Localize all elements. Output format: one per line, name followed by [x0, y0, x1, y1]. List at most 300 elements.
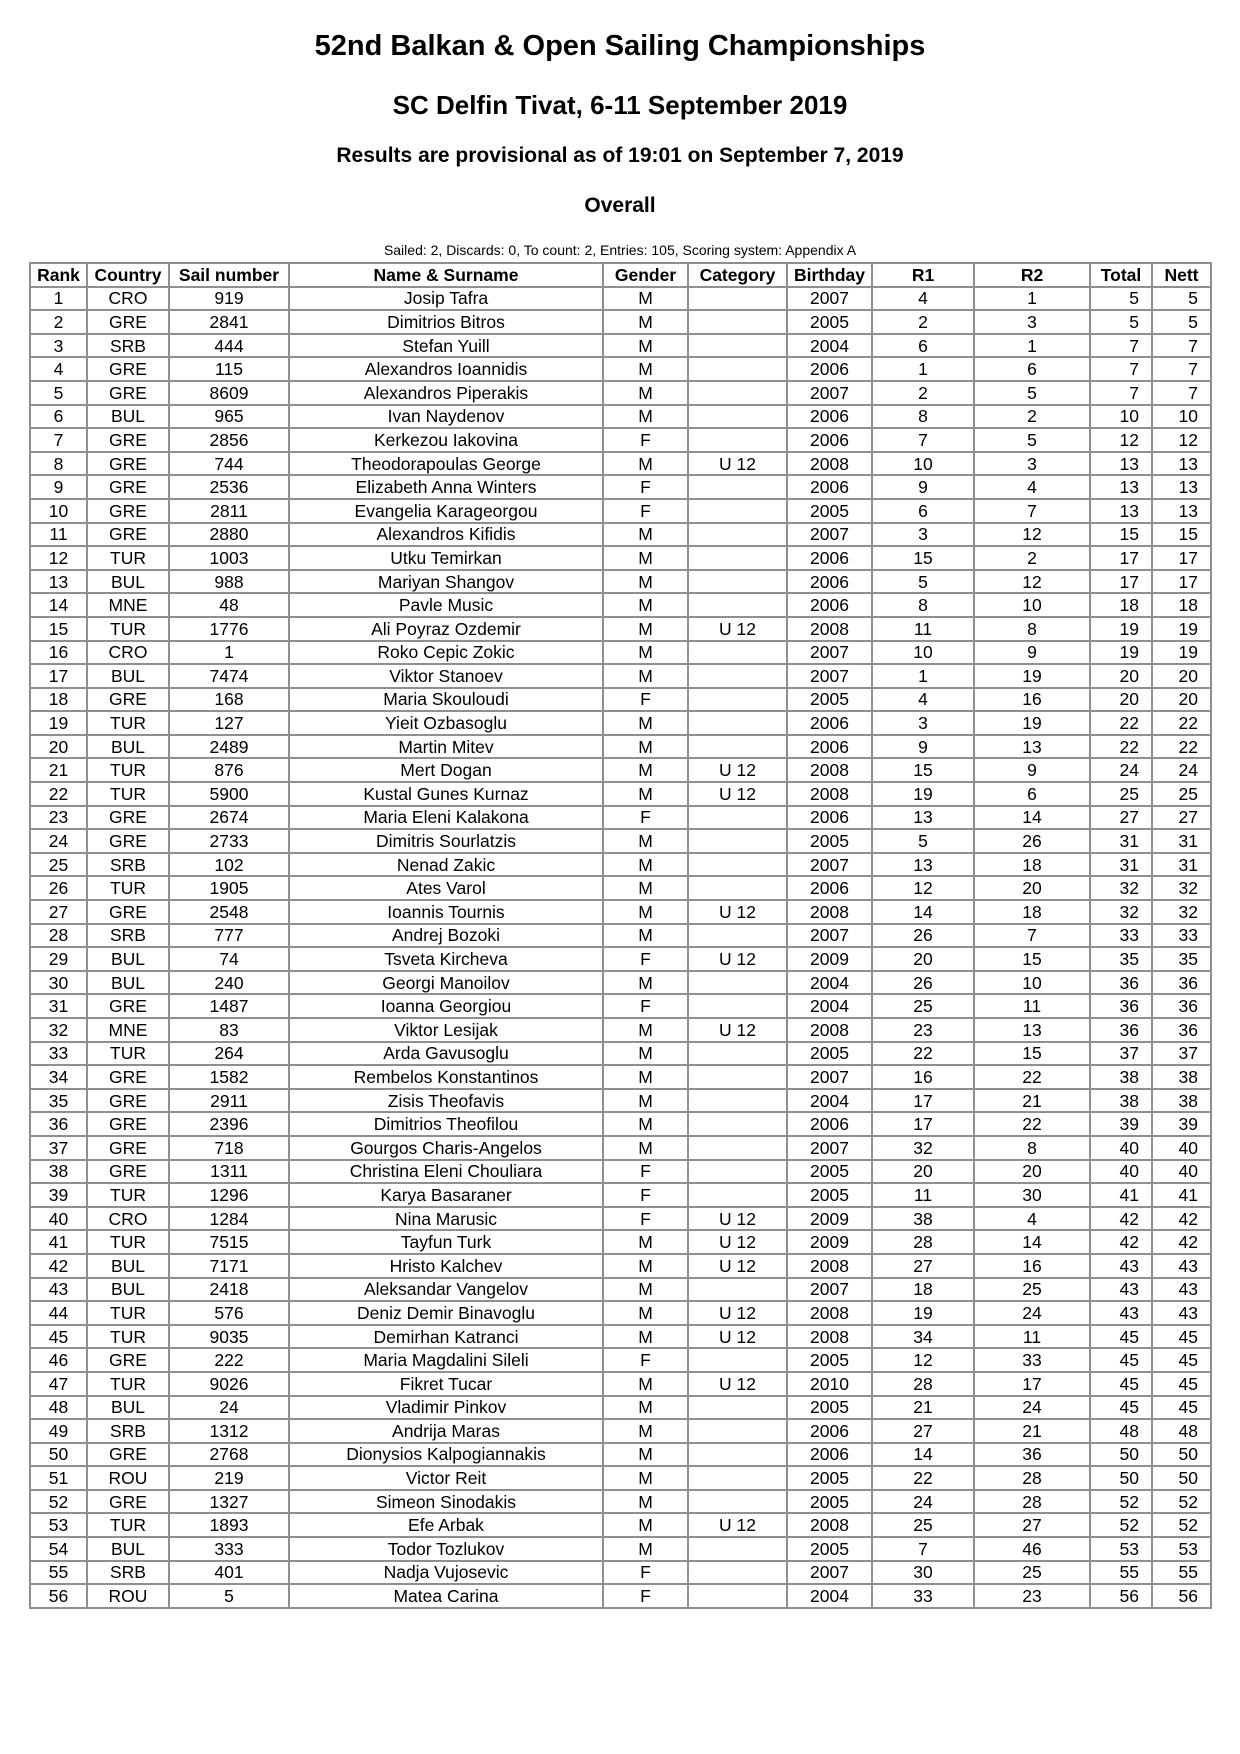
- table-row: [30, 735, 1211, 759]
- cell-r2: 5: [974, 381, 1090, 405]
- cell-country: GRE: [87, 1490, 169, 1514]
- cell-sail-number: 2536: [169, 475, 289, 499]
- table-row: [30, 711, 1211, 735]
- cell-name: Ioanna Georgiou: [289, 994, 603, 1018]
- cell-gender: F: [603, 499, 688, 523]
- cell-gender: M: [603, 546, 688, 570]
- cell-rank: 48: [30, 1396, 87, 1420]
- cell-nett: 36: [1152, 971, 1211, 995]
- cell-sail-number: 2841: [169, 310, 289, 334]
- cell-rank: 31: [30, 994, 87, 1018]
- cell-gender: M: [603, 971, 688, 995]
- cell-total: 52: [1090, 1513, 1152, 1537]
- cell-nett: 18: [1152, 593, 1211, 617]
- cell-nett: 37: [1152, 1042, 1211, 1066]
- table-row: [30, 1207, 1211, 1231]
- table-row: [30, 381, 1211, 405]
- cell-birthday: 2004: [787, 1584, 872, 1608]
- cell-total: 20: [1090, 688, 1152, 712]
- table-row: [30, 546, 1211, 570]
- cell-name: Dionysios Kalpogiannakis: [289, 1443, 603, 1467]
- cell-gender: F: [603, 428, 688, 452]
- cell-sail-number: 1003: [169, 546, 289, 570]
- table-row: [30, 334, 1211, 358]
- cell-birthday: 2008: [787, 452, 872, 476]
- cell-r1: 22: [872, 1466, 974, 1490]
- cell-birthday: 2005: [787, 1348, 872, 1372]
- cell-sail-number: 115: [169, 357, 289, 381]
- cell-nett: 32: [1152, 876, 1211, 900]
- cell-r2: 33: [974, 1348, 1090, 1372]
- table-row: [30, 1490, 1211, 1514]
- cell-country: GRE: [87, 806, 169, 830]
- column-header-r2: R2: [974, 263, 1090, 287]
- cell-category: [688, 664, 787, 688]
- cell-gender: M: [603, 1490, 688, 1514]
- cell-r1: 28: [872, 1372, 974, 1396]
- cell-name: Roko Cepic Zokic: [289, 641, 603, 665]
- cell-name: Ates Varol: [289, 876, 603, 900]
- cell-country: SRB: [87, 1419, 169, 1443]
- cell-category: U 12: [688, 758, 787, 782]
- cell-r1: 20: [872, 947, 974, 971]
- table-row: [30, 971, 1211, 995]
- cell-sail-number: 5: [169, 1584, 289, 1608]
- cell-total: 40: [1090, 1160, 1152, 1184]
- cell-birthday: 2006: [787, 475, 872, 499]
- cell-country: TUR: [87, 1230, 169, 1254]
- cell-rank: 47: [30, 1372, 87, 1396]
- cell-gender: M: [603, 357, 688, 381]
- cell-rank: 37: [30, 1136, 87, 1160]
- cell-country: GRE: [87, 523, 169, 547]
- cell-country: GRE: [87, 475, 169, 499]
- cell-country: BUL: [87, 971, 169, 995]
- cell-rank: 52: [30, 1490, 87, 1514]
- cell-country: GRE: [87, 428, 169, 452]
- cell-r1: 5: [872, 570, 974, 594]
- table-row: [30, 452, 1211, 476]
- cell-category: U 12: [688, 782, 787, 806]
- cell-birthday: 2005: [787, 1490, 872, 1514]
- cell-category: [688, 876, 787, 900]
- cell-total: 27: [1090, 806, 1152, 830]
- cell-country: GRE: [87, 1136, 169, 1160]
- cell-gender: F: [603, 475, 688, 499]
- cell-nett: 33: [1152, 924, 1211, 948]
- cell-gender: M: [603, 381, 688, 405]
- cell-category: U 12: [688, 1301, 787, 1325]
- cell-birthday: 2006: [787, 711, 872, 735]
- cell-nett: 22: [1152, 735, 1211, 759]
- cell-country: ROU: [87, 1584, 169, 1608]
- cell-name: Mert Dogan: [289, 758, 603, 782]
- cell-sail-number: 7171: [169, 1254, 289, 1278]
- cell-gender: M: [603, 1466, 688, 1490]
- cell-name: Utku Temirkan: [289, 546, 603, 570]
- cell-category: U 12: [688, 900, 787, 924]
- table-row: [30, 1584, 1211, 1608]
- cell-r2: 27: [974, 1513, 1090, 1537]
- table-row: [30, 1443, 1211, 1467]
- cell-name: Evangelia Karageorgou: [289, 499, 603, 523]
- cell-birthday: 2008: [787, 1254, 872, 1278]
- cell-birthday: 2006: [787, 570, 872, 594]
- cell-total: 45: [1090, 1325, 1152, 1349]
- cell-birthday: 2008: [787, 758, 872, 782]
- cell-birthday: 2008: [787, 900, 872, 924]
- column-header-total: Total: [1090, 263, 1152, 287]
- cell-country: SRB: [87, 853, 169, 877]
- table-row: [30, 1065, 1211, 1089]
- cell-r1: 30: [872, 1561, 974, 1585]
- cell-gender: F: [603, 806, 688, 830]
- cell-name: Simeon Sinodakis: [289, 1490, 603, 1514]
- cell-nett: 45: [1152, 1325, 1211, 1349]
- cell-birthday: 2008: [787, 1513, 872, 1537]
- cell-rank: 25: [30, 853, 87, 877]
- cell-country: BUL: [87, 1537, 169, 1561]
- cell-sail-number: 7515: [169, 1230, 289, 1254]
- cell-name: Elizabeth Anna Winters: [289, 475, 603, 499]
- cell-r1: 16: [872, 1065, 974, 1089]
- table-row: [30, 1537, 1211, 1561]
- cell-sail-number: 1893: [169, 1513, 289, 1537]
- cell-rank: 19: [30, 711, 87, 735]
- cell-total: 50: [1090, 1466, 1152, 1490]
- cell-birthday: 2005: [787, 688, 872, 712]
- table-row: [30, 853, 1211, 877]
- cell-name: Dimitrios Bitros: [289, 310, 603, 334]
- cell-rank: 9: [30, 475, 87, 499]
- cell-rank: 33: [30, 1042, 87, 1066]
- table-row: [30, 1419, 1211, 1443]
- cell-r2: 13: [974, 735, 1090, 759]
- cell-name: Viktor Stanoev: [289, 664, 603, 688]
- cell-nett: 40: [1152, 1136, 1211, 1160]
- cell-nett: 31: [1152, 829, 1211, 853]
- cell-sail-number: 576: [169, 1301, 289, 1325]
- cell-sail-number: 2396: [169, 1112, 289, 1136]
- cell-r2: 9: [974, 641, 1090, 665]
- cell-rank: 44: [30, 1301, 87, 1325]
- cell-nett: 31: [1152, 853, 1211, 877]
- cell-country: GRE: [87, 452, 169, 476]
- cell-sail-number: 83: [169, 1018, 289, 1042]
- cell-category: [688, 1537, 787, 1561]
- column-header-gender: Gender: [603, 263, 688, 287]
- cell-rank: 12: [30, 546, 87, 570]
- table-row: [30, 1018, 1211, 1042]
- cell-birthday: 2006: [787, 593, 872, 617]
- cell-rank: 18: [30, 688, 87, 712]
- cell-nett: 19: [1152, 617, 1211, 641]
- cell-rank: 5: [30, 381, 87, 405]
- cell-birthday: 2008: [787, 617, 872, 641]
- cell-rank: 45: [30, 1325, 87, 1349]
- cell-country: BUL: [87, 735, 169, 759]
- cell-birthday: 2006: [787, 806, 872, 830]
- cell-sail-number: 1582: [169, 1065, 289, 1089]
- column-header-sail-number: Sail number: [169, 263, 289, 287]
- cell-name: Gourgos Charis-Angelos: [289, 1136, 603, 1160]
- cell-rank: 6: [30, 405, 87, 429]
- cell-birthday: 2006: [787, 546, 872, 570]
- cell-r1: 27: [872, 1254, 974, 1278]
- cell-gender: M: [603, 570, 688, 594]
- cell-total: 36: [1090, 994, 1152, 1018]
- cell-category: [688, 1065, 787, 1089]
- column-header-nett: Nett: [1152, 263, 1211, 287]
- cell-nett: 43: [1152, 1278, 1211, 1302]
- cell-nett: 22: [1152, 711, 1211, 735]
- cell-country: TUR: [87, 876, 169, 900]
- cell-category: [688, 546, 787, 570]
- cell-r1: 21: [872, 1396, 974, 1420]
- cell-category: U 12: [688, 1230, 787, 1254]
- cell-name: Maria Magdalini Sileli: [289, 1348, 603, 1372]
- cell-total: 32: [1090, 876, 1152, 900]
- cell-gender: M: [603, 287, 688, 311]
- cell-r2: 21: [974, 1419, 1090, 1443]
- cell-total: 39: [1090, 1112, 1152, 1136]
- cell-category: [688, 806, 787, 830]
- cell-rank: 56: [30, 1584, 87, 1608]
- cell-birthday: 2007: [787, 381, 872, 405]
- cell-r1: 14: [872, 900, 974, 924]
- cell-rank: 20: [30, 735, 87, 759]
- cell-sail-number: 988: [169, 570, 289, 594]
- cell-sail-number: 2418: [169, 1278, 289, 1302]
- cell-gender: M: [603, 876, 688, 900]
- cell-category: U 12: [688, 452, 787, 476]
- cell-birthday: 2004: [787, 971, 872, 995]
- cell-birthday: 2008: [787, 782, 872, 806]
- cell-birthday: 2006: [787, 1443, 872, 1467]
- cell-r2: 25: [974, 1561, 1090, 1585]
- cell-total: 56: [1090, 1584, 1152, 1608]
- cell-nett: 7: [1152, 334, 1211, 358]
- cell-r2: 30: [974, 1183, 1090, 1207]
- cell-gender: M: [603, 1278, 688, 1302]
- venue-subtitle: SC Delfin Tivat, 6-11 September 2019: [392, 90, 848, 120]
- cell-r1: 15: [872, 546, 974, 570]
- cell-rank: 50: [30, 1443, 87, 1467]
- cell-birthday: 2007: [787, 523, 872, 547]
- cell-r2: 2: [974, 405, 1090, 429]
- cell-category: [688, 1112, 787, 1136]
- cell-name: Fikret Tucar: [289, 1372, 603, 1396]
- cell-total: 40: [1090, 1136, 1152, 1160]
- cell-r1: 12: [872, 1348, 974, 1372]
- table-row: [30, 523, 1211, 547]
- cell-category: [688, 499, 787, 523]
- cell-r2: 8: [974, 1136, 1090, 1160]
- cell-nett: 45: [1152, 1396, 1211, 1420]
- cell-gender: M: [603, 1301, 688, 1325]
- cell-r2: 3: [974, 310, 1090, 334]
- cell-sail-number: 1327: [169, 1490, 289, 1514]
- cell-total: 42: [1090, 1230, 1152, 1254]
- cell-gender: F: [603, 1183, 688, 1207]
- cell-category: [688, 711, 787, 735]
- table-row: [30, 570, 1211, 594]
- cell-rank: 3: [30, 334, 87, 358]
- table-row: [30, 1348, 1211, 1372]
- table-row: [30, 664, 1211, 688]
- cell-country: TUR: [87, 782, 169, 806]
- cell-birthday: 2007: [787, 1561, 872, 1585]
- cell-birthday: 2008: [787, 1018, 872, 1042]
- cell-nett: 5: [1152, 310, 1211, 334]
- cell-country: GRE: [87, 1348, 169, 1372]
- cell-country: BUL: [87, 1254, 169, 1278]
- cell-rank: 21: [30, 758, 87, 782]
- cell-category: [688, 1160, 787, 1184]
- cell-birthday: 2004: [787, 334, 872, 358]
- table-row: [30, 900, 1211, 924]
- cell-sail-number: 718: [169, 1136, 289, 1160]
- cell-sail-number: 2911: [169, 1089, 289, 1113]
- cell-rank: 13: [30, 570, 87, 594]
- cell-r2: 36: [974, 1443, 1090, 1467]
- cell-r1: 19: [872, 782, 974, 806]
- cell-nett: 20: [1152, 688, 1211, 712]
- cell-r1: 26: [872, 971, 974, 995]
- cell-gender: M: [603, 1112, 688, 1136]
- cell-country: TUR: [87, 1325, 169, 1349]
- cell-gender: M: [603, 1065, 688, 1089]
- cell-total: 43: [1090, 1301, 1152, 1325]
- cell-country: BUL: [87, 405, 169, 429]
- cell-birthday: 2007: [787, 664, 872, 688]
- cell-rank: 30: [30, 971, 87, 995]
- cell-r1: 33: [872, 1584, 974, 1608]
- table-row: [30, 499, 1211, 523]
- cell-total: 31: [1090, 829, 1152, 853]
- cell-r1: 11: [872, 617, 974, 641]
- cell-nett: 7: [1152, 357, 1211, 381]
- cell-rank: 32: [30, 1018, 87, 1042]
- table-row: [30, 1278, 1211, 1302]
- cell-category: [688, 641, 787, 665]
- cell-rank: 4: [30, 357, 87, 381]
- cell-gender: M: [603, 853, 688, 877]
- cell-category: [688, 1278, 787, 1302]
- cell-nett: 53: [1152, 1537, 1211, 1561]
- cell-total: 45: [1090, 1348, 1152, 1372]
- cell-gender: M: [603, 711, 688, 735]
- cell-birthday: 2004: [787, 1089, 872, 1113]
- cell-r2: 15: [974, 947, 1090, 971]
- cell-r2: 14: [974, 806, 1090, 830]
- cell-nett: 50: [1152, 1443, 1211, 1467]
- table-row: [30, 593, 1211, 617]
- cell-gender: M: [603, 782, 688, 806]
- cell-r2: 20: [974, 1160, 1090, 1184]
- cell-rank: 51: [30, 1466, 87, 1490]
- cell-gender: M: [603, 1136, 688, 1160]
- cell-r1: 38: [872, 1207, 974, 1231]
- cell-sail-number: 24: [169, 1396, 289, 1420]
- cell-category: [688, 735, 787, 759]
- cell-sail-number: 74: [169, 947, 289, 971]
- cell-r1: 6: [872, 334, 974, 358]
- cell-gender: M: [603, 735, 688, 759]
- cell-gender: M: [603, 1018, 688, 1042]
- cell-name: Karya Basaraner: [289, 1183, 603, 1207]
- cell-name: Maria Skouloudi: [289, 688, 603, 712]
- table-row: [30, 1325, 1211, 1349]
- cell-gender: M: [603, 334, 688, 358]
- cell-category: [688, 1584, 787, 1608]
- cell-gender: M: [603, 1042, 688, 1066]
- cell-name: Theodorapoulas George: [289, 452, 603, 476]
- cell-sail-number: 2674: [169, 806, 289, 830]
- cell-birthday: 2006: [787, 1419, 872, 1443]
- column-header-r1: R1: [872, 263, 974, 287]
- cell-sail-number: 8609: [169, 381, 289, 405]
- cell-sail-number: 1776: [169, 617, 289, 641]
- cell-gender: M: [603, 405, 688, 429]
- table-row: [30, 782, 1211, 806]
- cell-country: GRE: [87, 900, 169, 924]
- cell-category: [688, 1490, 787, 1514]
- cell-gender: M: [603, 1443, 688, 1467]
- cell-total: 31: [1090, 853, 1152, 877]
- cell-country: BUL: [87, 947, 169, 971]
- cell-sail-number: 2768: [169, 1443, 289, 1467]
- cell-gender: M: [603, 900, 688, 924]
- cell-r2: 18: [974, 853, 1090, 877]
- cell-sail-number: 1311: [169, 1160, 289, 1184]
- cell-r2: 10: [974, 593, 1090, 617]
- cell-birthday: 2007: [787, 1065, 872, 1089]
- cell-gender: M: [603, 1537, 688, 1561]
- cell-birthday: 2007: [787, 853, 872, 877]
- cell-total: 18: [1090, 593, 1152, 617]
- cell-name: Alexandros Kifidis: [289, 523, 603, 547]
- cell-country: MNE: [87, 593, 169, 617]
- cell-name: Maria Eleni Kalakona: [289, 806, 603, 830]
- cell-nett: 43: [1152, 1301, 1211, 1325]
- cell-sail-number: 444: [169, 334, 289, 358]
- cell-r1: 20: [872, 1160, 974, 1184]
- document-title: 52nd Balkan & Open Sailing Championships: [314, 30, 926, 62]
- table-row: [30, 617, 1211, 641]
- cell-name: Deniz Demir Binavoglu: [289, 1301, 603, 1325]
- cell-nett: 56: [1152, 1584, 1211, 1608]
- cell-name: Dimitris Sourlatzis: [289, 829, 603, 853]
- cell-sail-number: 333: [169, 1537, 289, 1561]
- cell-rank: 53: [30, 1513, 87, 1537]
- cell-nett: 25: [1152, 782, 1211, 806]
- cell-r2: 17: [974, 1372, 1090, 1396]
- cell-r2: 22: [974, 1112, 1090, 1136]
- cell-sail-number: 1296: [169, 1183, 289, 1207]
- table-row: [30, 287, 1211, 311]
- table-row: [30, 688, 1211, 712]
- cell-nett: 43: [1152, 1254, 1211, 1278]
- cell-rank: 28: [30, 924, 87, 948]
- cell-total: 13: [1090, 499, 1152, 523]
- cell-country: GRE: [87, 357, 169, 381]
- cell-category: [688, 1183, 787, 1207]
- cell-name: Christina Eleni Chouliara: [289, 1160, 603, 1184]
- cell-birthday: 2006: [787, 405, 872, 429]
- cell-r1: 4: [872, 287, 974, 311]
- cell-country: GRE: [87, 1443, 169, 1467]
